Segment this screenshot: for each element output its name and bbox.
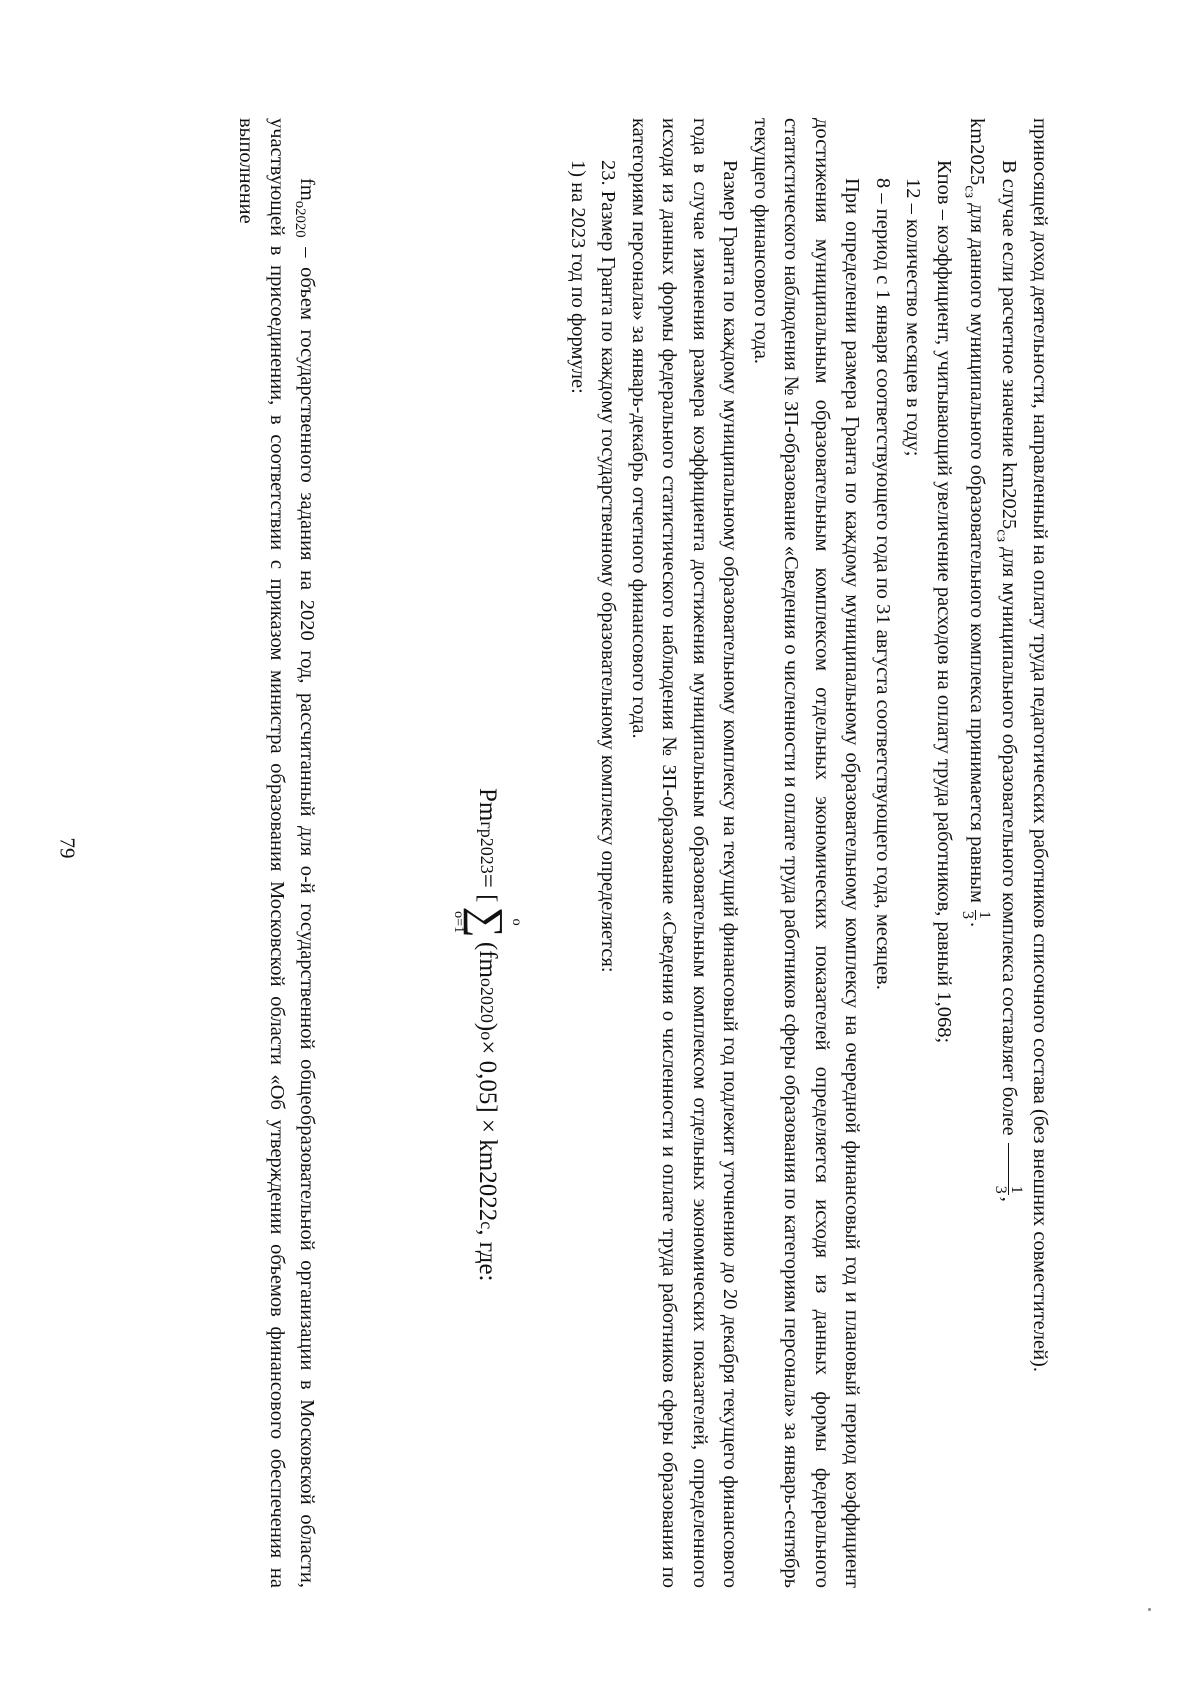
summation-symbol: о ∑ о=1	[451, 906, 525, 938]
scan-speck	[1148, 1608, 1151, 1611]
paragraph-8: Размер Гранта по каждому муниципальному образовательному комплексу на текущий финансовый год подлежит уточнению до 20 декабря текущего финансового года в случае изменения размера коэффициента достижения муниципальным образовательным комплексом отдельных экономических показателей, определенного исходя из данных формы федерального статистического наблюдения № ЗП-образование «Сведения о численности и оплате труда работников сферы образования по категориям персонала» за январь-декабрь отчетного финансового года.	[627, 118, 742, 1588]
paragraph-9: 23. Размер Гранта по каждому государственному образовательному комплексу определяется:	[597, 160, 620, 973]
paragraph-5: 12 – количество месяцев в году;	[902, 178, 925, 457]
paragraph-6: 8 – период с 1 января соответствующего года по 31 августа соответствующего года, месяцев.	[871, 178, 894, 990]
paragraph-10: 1) на 2023 год по формуле:	[566, 160, 589, 394]
paragraph-2: В случае если расчетное значение $km2025_{сз}$ для муниципального образовательного комплекса составляет более 1 3 ,	[991, 160, 1026, 1202]
page-number: 79	[55, 837, 80, 859]
paragraph-7: При определении размера Гранта по каждому муниципальному образовательному комплексу на очередной финансовый год и плановый период коэффициент достижения муниципальным образовательным комплексом отдельных экономических показателей определяется исходя из данных формы федерального статистического наблюдения № ЗП-образование «Сведения о численности и оплате труда работников сферы образования по категориям персонала» за январь-сентябрь текущего финансового года.	[749, 118, 864, 1588]
paragraph-3: $km2025_{сз}$ для данного муниципального образовательного комплекса принимается равным 1 3 .	[958, 118, 993, 928]
formula: Pm гр2023 = [ о ∑ о=1 (fm о2020 ) о × 0,05] × km2022 с , где:	[451, 788, 525, 1282]
fraction-one-third: 1 3	[958, 911, 993, 920]
document-body	[175, 118, 1055, 1588]
paragraph-1: приносящей доход деятельности, направленный на оплату труда педагогических работников списочного состава (без внешних совместителей).	[1029, 118, 1051, 1373]
paragraph-4: Кпов – коэффициент, учитывающий увеличение расходов на оплату труда работников, равный 1,068;	[932, 160, 955, 1044]
fraction-one-third: 1 3	[992, 1143, 1025, 1195]
spacer	[322, 118, 412, 1588]
paragraph-11: $fm_{о2020}$ – объем государственного задания на 2020 год, рассчитанный для о-й государственной общеобразовательной организации в Московской области, участвующей в присоединении, в соответствии с приказом министра образования Московской области «Об утверждении объемов финансового обеспечения на выполнение	[235, 118, 319, 1588]
